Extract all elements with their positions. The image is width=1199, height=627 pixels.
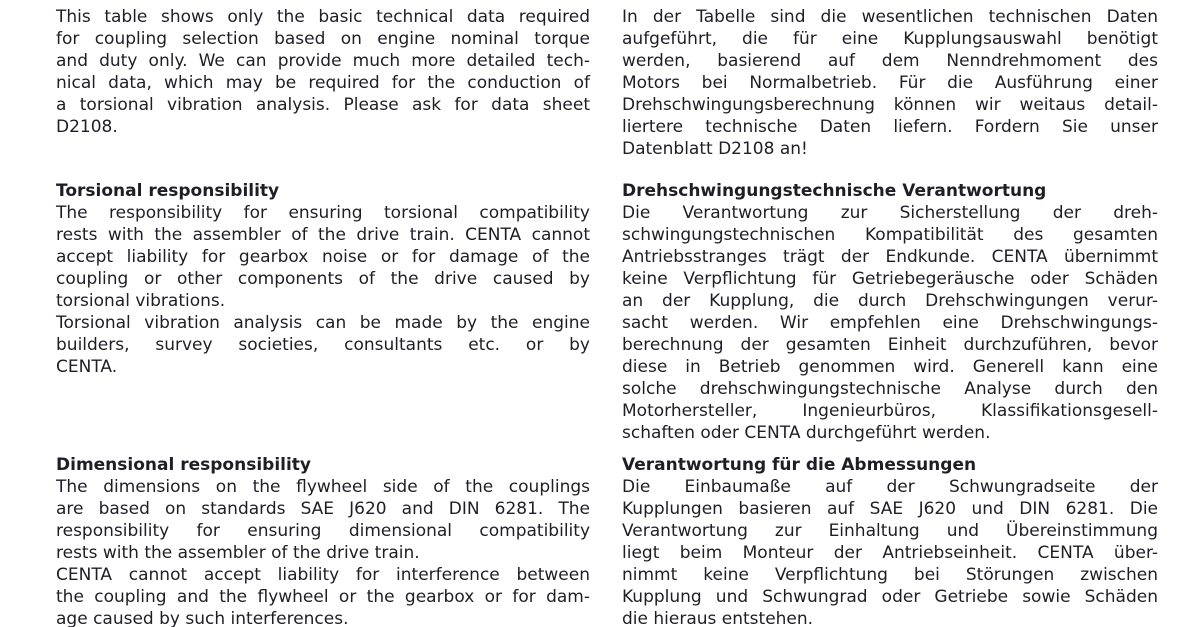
text-line: die hieraus entstehen.: [622, 609, 814, 627]
english-column: [56, 0, 590, 627]
text-line: for coupling selection based on engine nominal torque: [56, 29, 590, 49]
text-line: berechnung der gesamten Einheit durchzuführen, bevor: [622, 335, 1158, 355]
dimensional-section-en: [56, 454, 590, 627]
text-line: Drehschwingungsberechnung können wir weitaus detail-: [622, 95, 1158, 115]
text-line: CENTA.: [56, 357, 118, 377]
text-line: Motors bei Normalbetrieb. Für die Ausführung einer: [622, 73, 1158, 93]
text-line: In der Tabelle sind die wesentlichen technischen Daten: [622, 7, 1158, 27]
intro-paragraph-de: [622, 6, 1158, 160]
torsional-paragraph-2-en: [56, 312, 590, 378]
text-line: Datenblatt D2108 an!: [622, 139, 808, 159]
text-line: schaften oder CENTA durchgeführt werden.: [622, 423, 991, 443]
text-line: builders, survey societies, consultants etc. or by: [56, 335, 590, 355]
text-line: solche drehschwingungstechnische Analyse durch den: [622, 379, 1158, 399]
text-line: liegt beim Monteur der Antriebseinheit. CENTA über-: [622, 543, 1158, 563]
text-line: rests with the assembler of the drive train. CENTA cannot: [56, 225, 590, 245]
german-column: [622, 0, 1158, 627]
text-line: accept liability for gearbox noise or for damage of the: [56, 247, 590, 267]
text-line: CENTA cannot accept liability for interference between: [56, 565, 590, 585]
dimensional-heading-de: Verantwortung für die Abmessungen: [622, 455, 977, 475]
text-line: Antriebsstranges trägt der Endkunde. CENTA übernimmt: [622, 247, 1158, 267]
text-line: diese in Betrieb genommen wird. Generell kann eine: [622, 357, 1158, 377]
text-line: Die Einbaumaße auf der Schwungradseite der: [622, 477, 1158, 497]
dimensional-heading-en: Dimensional responsibility: [56, 455, 312, 475]
text-line: the coupling and the flywheel or the gearbox or for dam-: [56, 587, 590, 607]
text-line: and duty only. We can provide much more detailed tech-: [56, 51, 590, 71]
text-line: rests with the assembler of the drive train.: [56, 543, 420, 563]
torsional-paragraph-1-de: [622, 202, 1158, 444]
intro-paragraph-en: [56, 6, 590, 138]
dimensional-paragraph-1-de: [622, 476, 1158, 627]
text-line: The dimensions on the flywheel side of the couplings: [56, 477, 590, 497]
dimensional-paragraph-2-en: [56, 564, 590, 627]
text-line: Motorhersteller, Ingenieurbüros, Klassifikationsgesell-: [622, 401, 1158, 421]
text-line: The responsibility for ensuring torsional compatibility: [56, 203, 590, 223]
dimensional-paragraph-1-en: [56, 476, 590, 564]
text-line: Verantwortung zur Einhaltung und Übereinstimmung: [622, 521, 1158, 541]
dimensional-section-de: [622, 454, 1158, 627]
text-line: liertere technische Daten liefern. Fordern Sie unser: [622, 117, 1158, 137]
torsional-section-en: [56, 180, 590, 378]
text-line: Torsional vibration analysis can be made by the engine: [56, 313, 590, 333]
text-line: keine Verpflichtung für Getriebegeräusche oder Schäden: [622, 269, 1158, 289]
text-line: a torsional vibration analysis. Please ask for data sheet: [56, 95, 590, 115]
text-line: D2108.: [56, 117, 118, 137]
torsional-heading-de: Drehschwingungstechnische Verantwortung: [622, 181, 1047, 201]
text-line: an der Kupplung, die durch Drehschwingungen verur-: [622, 291, 1158, 311]
torsional-section-de: [622, 180, 1158, 444]
text-line: age caused by such interferences.: [56, 609, 349, 627]
text-line: Die Verantwortung zur Sicherstellung der dreh-: [622, 203, 1158, 223]
text-line: coupling or other components of the drive caused by: [56, 269, 590, 289]
text-line: torsional vibrations.: [56, 291, 226, 311]
text-line: Kupplung und Schwungrad oder Getriebe sowie Schäden: [622, 587, 1158, 607]
text-line: aufgeführt, die für eine Kupplungsauswahl benötigt: [622, 29, 1158, 49]
text-line: schwingungstechnischen Kompatibilität des gesamten: [622, 225, 1158, 245]
torsional-heading-en: Torsional responsibility: [56, 181, 280, 201]
text-line: nimmt keine Verpflichtung bei Störungen zwischen: [622, 565, 1158, 585]
text-line: This table shows only the basic technical data required: [56, 7, 590, 27]
torsional-paragraph-1-en: [56, 202, 590, 312]
text-line: are based on standards SAE J620 and DIN 6281. The: [56, 499, 590, 519]
text-line: responsibility for ensuring dimensional compatibility: [56, 521, 590, 541]
text-line: werden, basierend auf dem Nenndrehmoment des: [622, 51, 1158, 71]
text-line: Kupplungen basieren auf SAE J620 und DIN 6281. Die: [622, 499, 1158, 519]
text-line: nical data, which may be required for the conduction of: [56, 73, 590, 93]
text-line: sacht werden. Wir empfehlen eine Drehschwingungs-: [622, 313, 1158, 333]
